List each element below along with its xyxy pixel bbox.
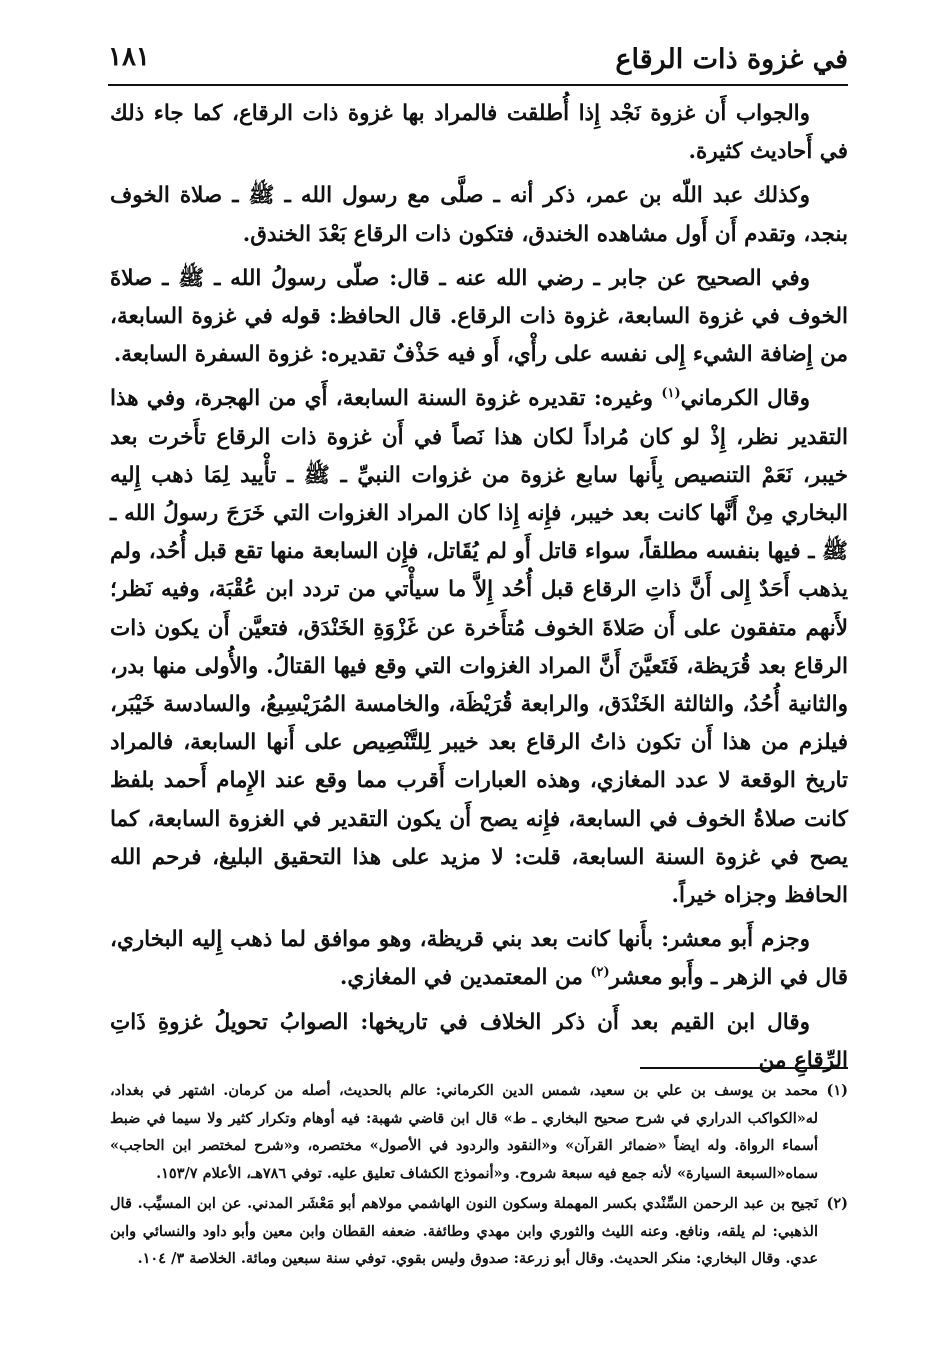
- page-header: [108, 32, 848, 86]
- main-text: [110, 95, 848, 1086]
- paragraph-1: والجواب أَن غزوة نَجْد إِذا أُطلقت فالمراد بها غزوة ذات الرقاع، كما جاء ذلك في أَحاديث كثيرة.: [110, 101, 848, 165]
- paragraph-5: [110, 921, 848, 997]
- paragraph-4-start: وقال الكرماني: [680, 386, 810, 412]
- footnote-marker: (١): [826, 1082, 848, 1099]
- running-title: في غزوة ذات الرقاع: [615, 44, 848, 75]
- paragraph-3: وفي الصحيح عن جابر ـ رضي الله عنه ـ قال: صلّى رسولُ الله ـ ﷺ ـ صلاةَ الخوف في غزوة السابعة، غزوة ذات الرقاع. قال الحافظ: قوله في غزوة السابعة، من إِضافة الشيء إِلى نفسه على رأْي، أَو فيه حَذْفٌ تقديره: غزوة السفرة السابعة.: [110, 265, 848, 368]
- page-number: ١٨١: [108, 42, 150, 72]
- footnote-ref-2[interactable]: (٢): [590, 965, 610, 981]
- paragraph-5-start: وجزم أَبو معشر: بأَنها كانت بعد بني قريظة، وهو موافق لما ذهب إِليه البخاري، قال في الزهر ـ وأَبو معشر: [110, 927, 848, 991]
- paragraph-4-rest: وغيره: تقديره غزوة السنة السابعة، أَي من الهجرة، وفي هذا التقدير نظر، إِذْ لو كان مُراداً لكان هذا نَصاً في أَن غزوة ذات الرقاع تأَخرت بعد خيبر، نَعَمْ التنصيص بِأَنها سابع غزوة من غزوات النبيِّ ـ ﷺ ـ تأْييد لِمَا ذهب إِليه البخاري مِنْ أَنَّها كانت بعد خيبر، فإِنه إِذا كان المراد الغزوات التي خَرَجَ رسولُ الله ـ ﷺ ـ فيها بنفسه مطلقاً، سواء قاتل أَو لم يُقَاتل، فإِن السابعة منها تقع قبل أُحُد، ولم يذهب أَحَدٌ إِلى أَنَّ ذاتِ الرقاع قبل أُحُد إِلاَّ ما سيأْتي من تردد ابن عُقْبَة، وفيه نَظر؛ لأَنهم متفقون على أَن صَلاةَ الخوف مُتأَخرة عن غَزْوَةِ الخَنْدَق، فتعيَّن أَن يكون ذات الرقاع بعد قُرَيظة، فَتَعيَّنَ أَنَّ المراد الغزوات التي وقع فيها القتالُ. والأُولى منها بدر، والثانية أُحُدُ، والثالثة الخَنْدَق، والرابعة قُرَيْظَة، والخامسة المُرَيْسِيعُ، والسادسة خَيْبَر، فيلزم من هذا أَن تكون ذاتُ الرقاع بعد خيبر لِلتَّنْصِيص على أَنها السابعة، فالمراد تاريخ الوقعة لا عدد المغازي، وهذه العبارات أَقرب مما وقع عند الإِمام أَحمد بلفظ كانت صلاةُ الخوف في السابعة، فإِنه يصح أَن يكون التقدير في الغزوة السابعة، كما يصح في غزوة السنة السابعة، قلت: لا مزيد على هذا التحقيق البليغ، فرحم الله الحافظ وجزاه خيراً.: [110, 386, 848, 909]
- footnote-1: [110, 1077, 848, 1187]
- paragraph-5-rest: من المعتمدين في المغازي.: [339, 965, 591, 991]
- paragraph-6: وقال ابن القيم بعد أَن ذكر الخلاف في تاريخها: الصوابُ تحويلُ غزوةِ ذَاتِ الرِّقاعِ من: [110, 1009, 848, 1073]
- footnote-2: [110, 1190, 848, 1273]
- footnote-ref-1[interactable]: (١): [661, 386, 681, 402]
- footnotes: [110, 1077, 848, 1276]
- paragraph-4: [110, 380, 848, 915]
- footnote-text: نَجيح بن عبد الرحمن السِّنْدي بكسر المهملة وسكون النون الهاشمي مولاهم أبو مَعْشَر المدني. عن ابن المسيِّب. قال الذهبي: لم يلقه، ونافع. وعنه الليث والثوري وابن مهدي وطائفة. ضعفه القطان وابن معين وأبو داود والنسائي وابن عدي. وقال البخاري: منكر الحديث. وقال أبو زرعة: صدوق وليس بقوي. توفي سنة سبعين ومائة. الخلاصة ٣/ ١٠٤.: [110, 1195, 818, 1267]
- footnote-text: محمد بن يوسف بن علي بن سعيد، شمس الدين الكرماني: عالم بالحديث، أصله من كرمان. اشتهر في بغداد، له«الكواكب الدراري في شرح صحيح البخاري ـ ط» قال ابن قاضي شهبة: فيه أوهام وتكرار كثير ولا سيما في ضبط أسماء الرواة. وله ايضاً «ضمائر القرآن» و«النقود والردود في الأصول» مختصره، و«شرح لمختصر ابن الحاجب» سماه«السبعة السيارة» لأنه جمع فيه سبعة شروح. و«أنموذج الكشاف تعليق عليه. توفي ٧٨٦هـ، الأعلام ١٥٣/٧.: [110, 1082, 818, 1182]
- footnote-separator: [640, 1067, 848, 1069]
- footnote-marker: (٢): [826, 1195, 848, 1212]
- paragraph-2: وكذلك عبد اللّه بن عمر، ذكر أنه ـ صلَّى مع رسول الله ـ ﷺ ـ صلاة الخوف بنجد، وتقدم أَن أَول مشاهده الخندق، فتكون ذات الرقاع بَعْدَ الخندق.: [110, 183, 848, 247]
